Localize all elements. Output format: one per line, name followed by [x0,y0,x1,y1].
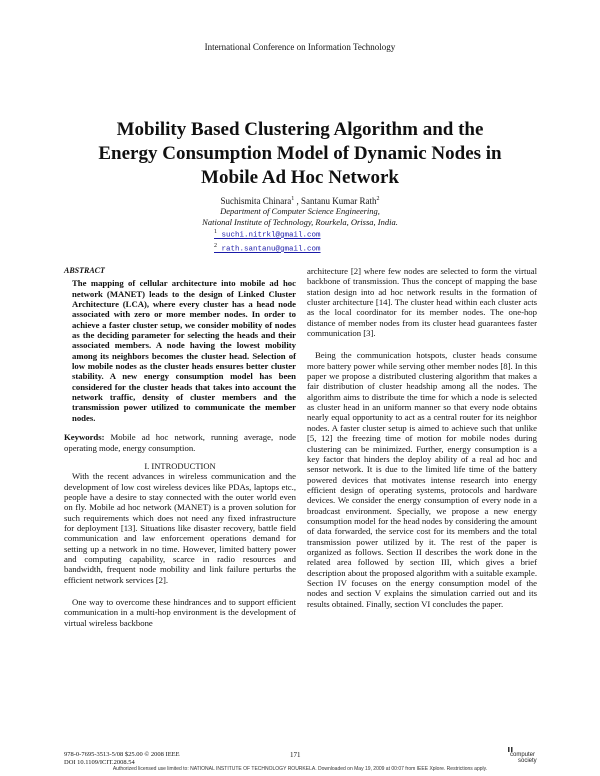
author-name: Santanu Kumar Rath [301,196,377,206]
keywords-label: Keywords: [64,432,105,443]
keywords-text: Mobile ad hoc network, running average, node operating mode, energy consumption. [64,432,296,453]
abstract-text: The mapping of cellular architecture into mobile ad hoc network (MANET) leads to the design of Linked Cluster Architecture (LCA), where every cluster has a head node associated with zero or more member nodes. In order to achieve a faster cluster setup, we consider mobility of nodes as the deciding parameter for selecting the heads and their associated members. A node having the lowest mobility among its neighbors becomes the cluster head. Selection of low mobile nodes as the cluster heads ensures better cluster stability. A new energy consumption model has been considered for the cluster heads that takes into account the network traffic, density of cluster members and the transmission power utilized to communicate the member nodes. [72,278,296,423]
logo-line: society [518,758,537,764]
title-line: Mobility Based Clustering Algorithm and the [116,119,484,140]
right-column [307,266,537,609]
keywords [64,432,296,453]
author-name: Suchismita Chinara [220,196,292,206]
section-heading-introduction: I. INTRODUCTION [144,460,216,471]
email-link[interactable] [214,229,321,240]
page-number: 171 [290,751,301,759]
body-paragraph: architecture [2] where few nodes are selected to form the virtual backbone of transmission. Thus the concept of mapping the base station design into ad hoc network results in the formation of cluster architecture [14]. The cluster head within each cluster acts as the local coordinator for its member nodes. The one-hop distance of member nodes from its cluster head guarantees faster communication [3]. [307,266,537,339]
left-column [64,266,296,628]
affiliation-line: National Institute of Technology, Rourkela, Orissa, India. [202,217,398,227]
author-superscript: 2 [376,196,380,202]
license-notice: Authorized licensed use limited to: NATIONAL INSTITUTE OF TECHNOLOGY ROURKELA. Downloaded on May 19, 2009 at 00:07 from IEEE Xplore. Restrictions apply. [112,766,488,772]
isbn-line: 978-0-7695-3513-5/08 $25.00 © 2008 IEEE [64,751,180,758]
footer-publication-info [64,751,180,767]
body-paragraph: One way to overcome these hindrances and to support efficient communication in a multi-hop environment is the development of virtual wireless backbone [64,596,296,628]
email-link[interactable] [214,243,321,254]
doi-line: DOI 10.1109/ICIT.2008.54 [64,759,135,766]
email-superscript: 1 [214,229,217,235]
email-address[interactable]: suchi.nitrkl@gmail.com [221,231,321,240]
paper-title [40,118,560,190]
conference-header: International Conference on Information Technology [204,42,396,52]
author-superscript: 1 [291,196,295,202]
title-line: Mobile Ad Hoc Network [201,167,399,188]
logo-text [510,752,537,764]
affiliation [100,206,500,228]
body-paragraph: Being the communication hotspots, cluster heads consume more battery power while serving other member nodes [8]. In this paper we propose a distributed clustering algorithm that makes a fair distribution of cluster headship among all the nodes. The algorithm aims to distribute the time for which a node is selected as cluster head in an uniform manner so that every node obtains nearly equal opportunity to act as a central router for its neighbor nodes. A faster cluster setup is aimed to achieve such that unlike [5, 12] the freezing time of motion for mobile nodes during clustering can be minimized. Further, energy consumption is a key factor that hinders the deploy ability of a real ad hoc and sensor network. It is due to the limited life time of the battery powered devices that motivates intense research into energy efficient design of operating systems, protocols and hardware devices. We consider the energy consumption of every node in a broadcast environment. Specially, we propose a new energy consumption model for the head nodes by considering the amount of data forwarded, the service cost for its members and the total transmission power utilized by it. The rest of the paper is organized as follows. Section II describes the work done in the related area followed by section III, which gives a brief description about the proposed algorithm with a suitable example. Section IV focuses on the energy consumption model of the nodes and section V explains the simulation carried out and its results obtained. Finally, section VI concludes the paper. [307,350,537,609]
author-separator: , [294,196,301,206]
email-superscript: 2 [214,243,217,249]
abstract-heading: ABSTRACT [64,266,105,275]
logo-line: computer [510,752,536,758]
affiliation-line: Department of Computer Science Engineering, [220,206,380,216]
email-address[interactable]: rath.santanu@gmail.com [221,245,321,254]
title-line: Energy Consumption Model of Dynamic Nodes in [98,143,502,164]
body-paragraph: With the recent advances in wireless communication and the development of low cost wireless devices like PDAs, laptops etc., people have a desire to stay connected with the outer world even on fly. Mobile ad hoc network (MANET) is a proven solution for such requirements which does not need any fixed infrastructure for deployment [13]. Situations like disaster recovery, battle field communication and law enforcement operations demand for setting up a network in no time. However, limited battery power and computing capability, scarce in radio resources and bandwidth, frequent node mobility and link failure perturbs the efficient network services [2]. [64,471,296,585]
